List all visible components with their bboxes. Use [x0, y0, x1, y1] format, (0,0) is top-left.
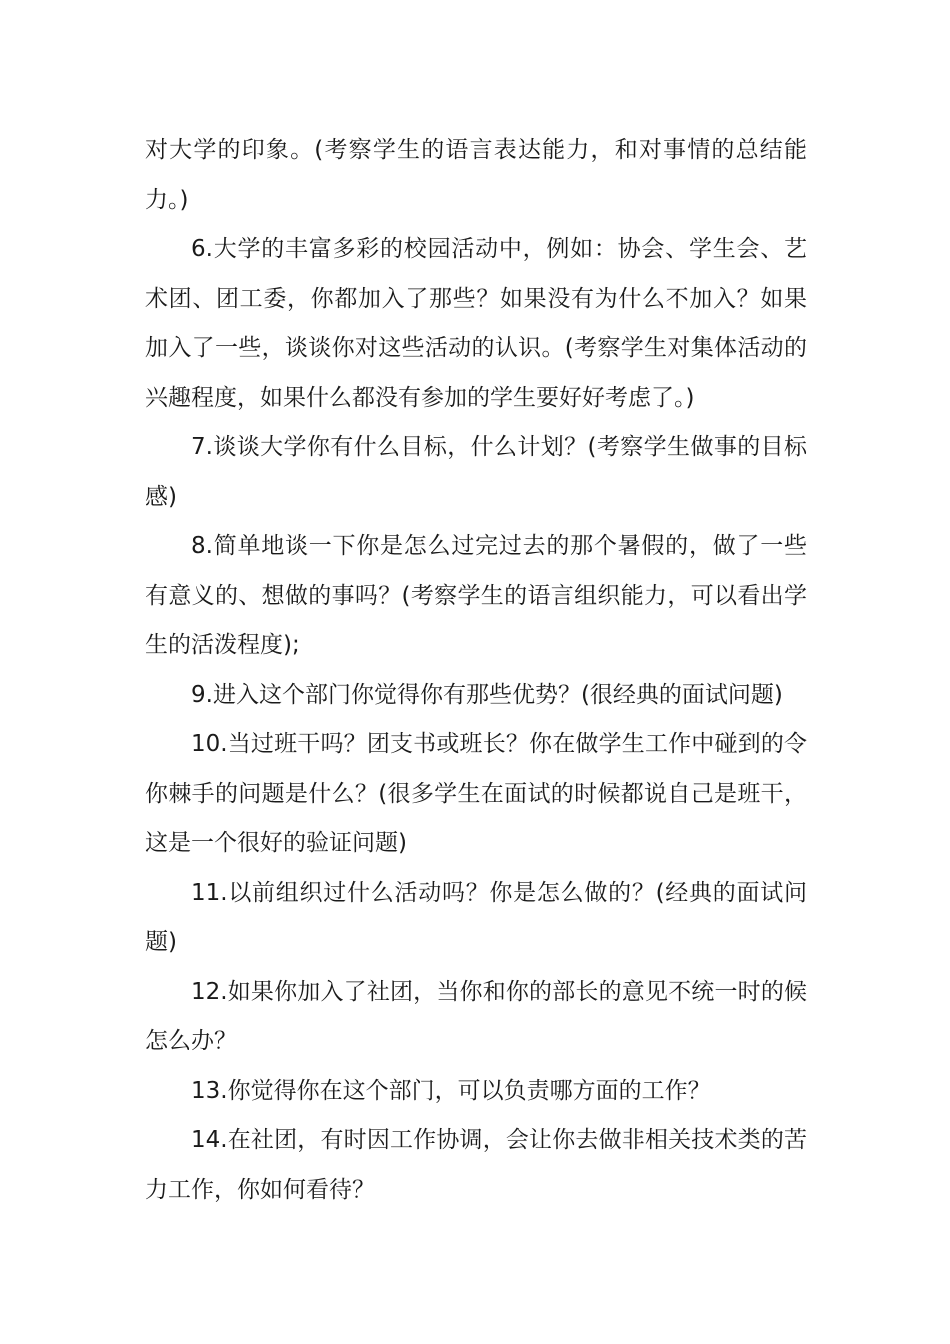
paragraph-question-6: 6.大学的丰富多彩的校园活动中，例如：协会、学生会、艺术团、团工委，你都加入了那些？如果没有为什么不加入？如果加入了一些，谈谈你对这些活动的认识。(考察学生对集体活动的兴趣程度，如果什么都没有参加的学生要好好考虑了。) — [145, 236, 807, 411]
paragraph-question-8: 8.简单地谈一下你是怎么过完过去的那个暑假的，做了一些有意义的、想做的事吗？(考察学生的语言组织能力，可以看出学生的活泼程度); — [145, 533, 807, 658]
paragraph-question-9: 9.进入这个部门你觉得你有那些优势？(很经典的面试问题) — [191, 681, 783, 708]
paragraph-question-10: 10.当过班干吗？团支书或班长？你在做学生工作中碰到的令你棘手的问题是什么？(很多学生在面试的时候都说自己是班干，这是一个很好的验证问题) — [145, 731, 807, 856]
paragraph-continuation: 对大学的印象。(考察学生的语言表达能力，和对事情的总结能力。) — [145, 137, 807, 213]
paragraph-question-12: 12.如果你加入了社团，当你和你的部长的意见不统一时的候怎么办？ — [145, 978, 807, 1054]
document-body — [145, 126, 807, 1215]
paragraph-question-11: 11.以前组织过什么活动吗？你是怎么做的？(经典的面试问题) — [145, 879, 807, 955]
paragraph-question-7: 7.谈谈大学你有什么目标，什么计划？(考察学生做事的目标感) — [145, 434, 807, 510]
paragraph-question-13: 13.你觉得你在这个部门，可以负责哪方面的工作？ — [191, 1077, 711, 1104]
paragraph-question-14: 14.在社团，有时因工作协调，会让你去做非相关技术类的苦力工作，你如何看待？ — [145, 1127, 807, 1203]
